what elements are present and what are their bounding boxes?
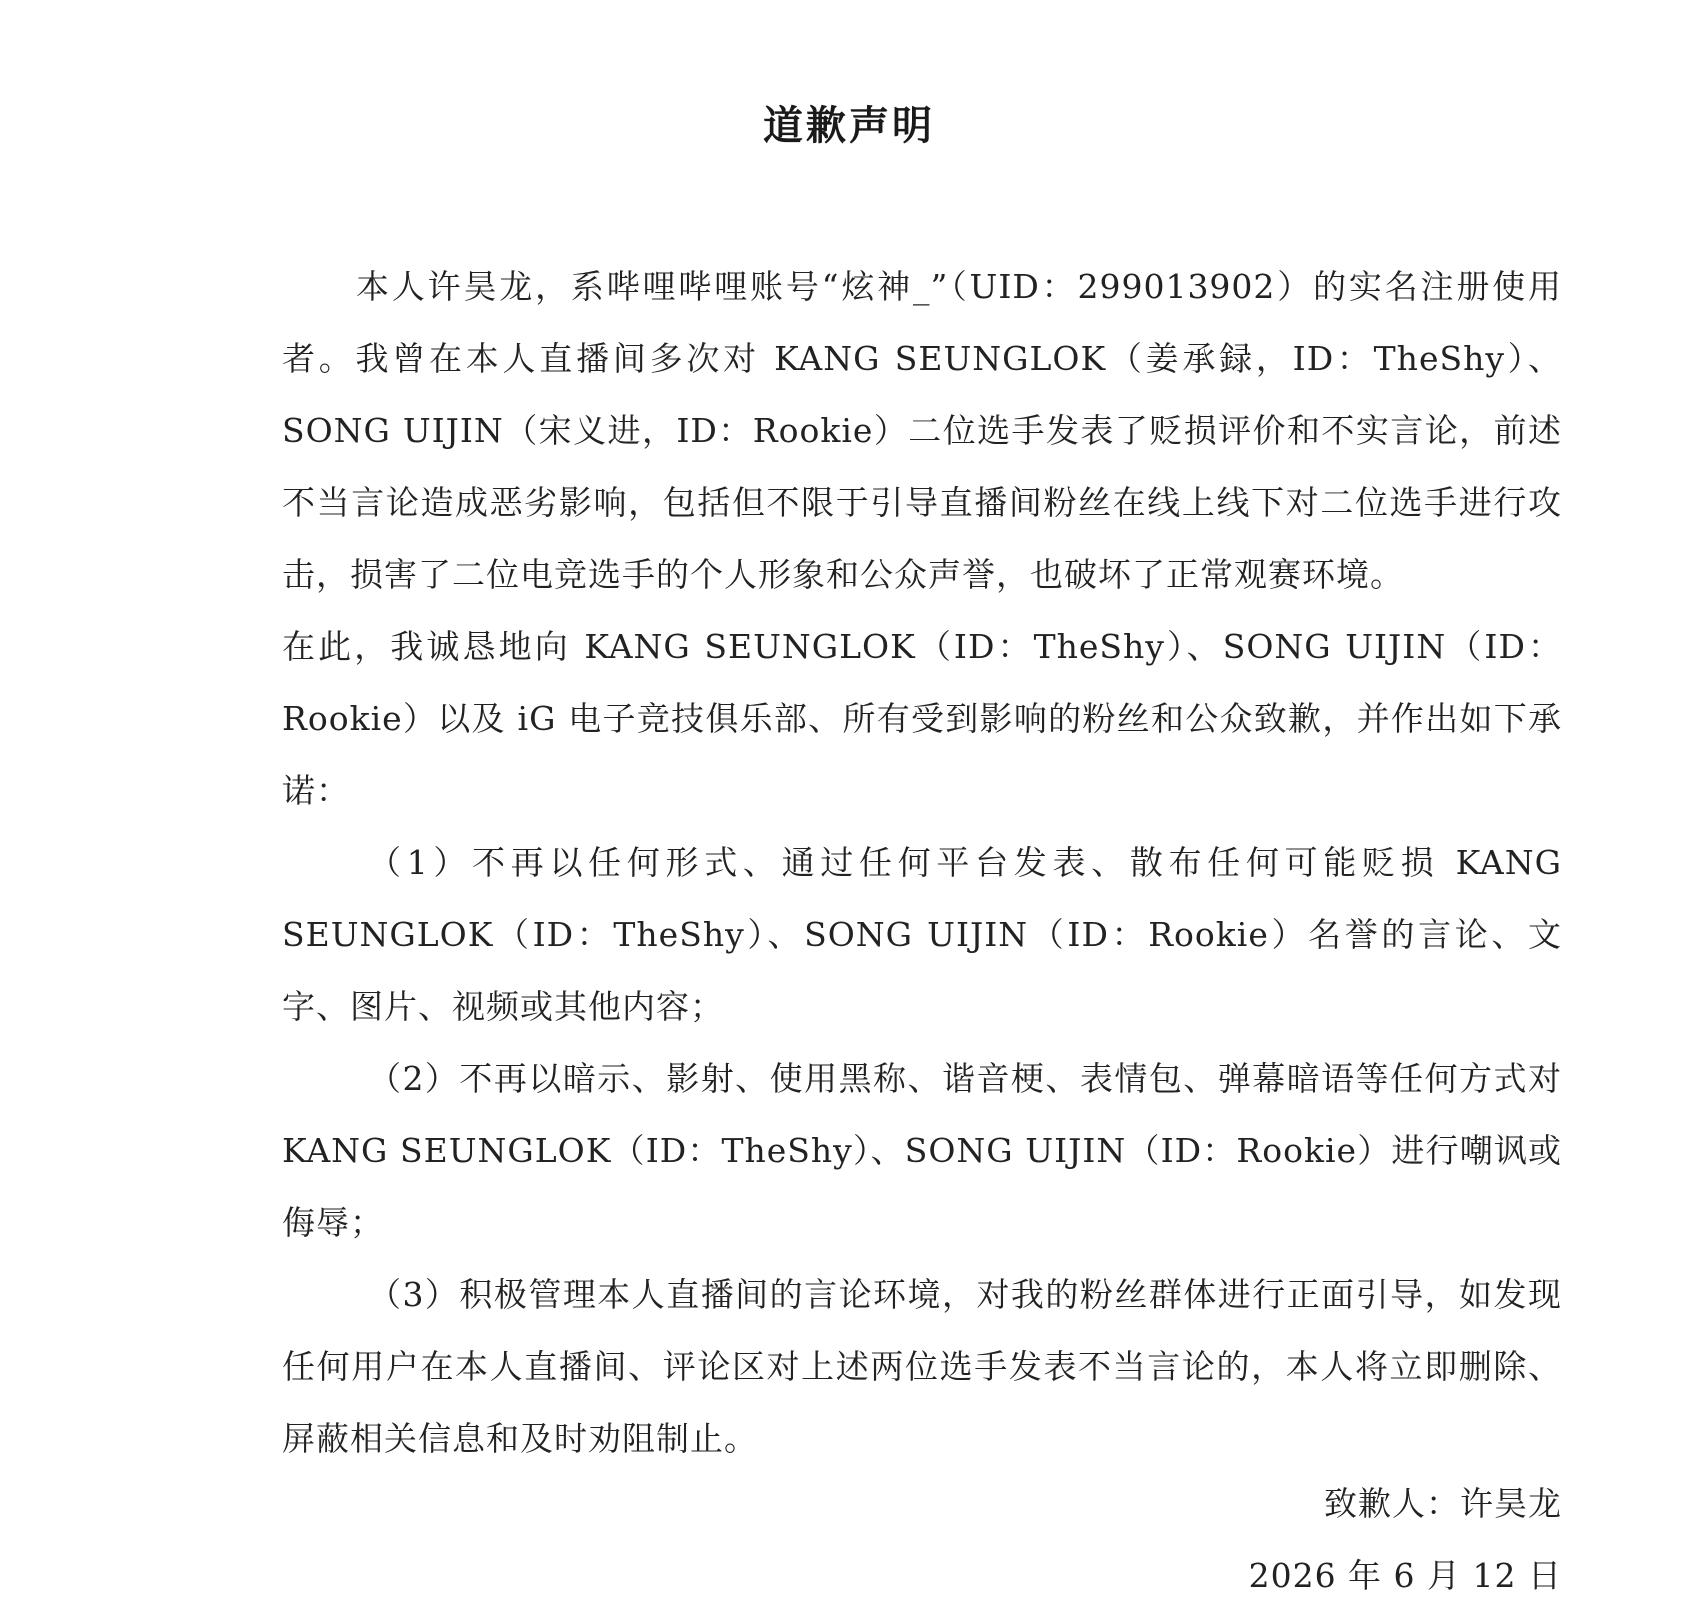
paragraph-commitment-3: （3）积极管理本人直播间的言论环境，对我的粉丝群体进行正面引导，如发现任何用户在本人直播间、评论区对上述两位选手发表不当言论的，本人将立即删除、屏蔽相关信息和及时劝阻制止。 [282,1275,1562,1458]
paragraph-commitment-1: （1）不再以任何形式、通过任何平台发表、散布任何可能贬损 KANG SEUNGLOK（ID：TheShy）、SONG UIJIN（ID：Rookie）名誉的言论、文字、图片、视频或其他内容； [282,843,1562,1026]
document-title: 道歉声明 [763,102,935,149]
paragraph-apology: 在此，我诚恳地向 KANG SEUNGLOK（ID：TheShy）、SONG UIJIN（ID：Rookie）以及 iG 电子竞技俱乐部、所有受到影响的粉丝和公众致歉，并作出如下承诺： [282,627,1562,810]
document-body [282,251,1562,1475]
paragraph-commitment-2: （2）不再以暗示、影射、使用黑称、谐音梗、表情包、弹幕暗语等任何方式对 KANG SEUNGLOK（ID：TheShy）、SONG UIJIN（ID：Rookie）进行嘲讽或侮辱； [282,1059,1562,1242]
paragraph-intro: 本人许昊龙，系哔哩哔哩账号“炫神_”（UID：299013902）的实名注册使用者。我曾在本人直播间多次对 KANG SEUNGLOK（姜承録，ID：TheShy）、SONG UIJIN（宋义进，ID：Rookie）二位选手发表了贬损评价和不实言论，前述不当言论造成恶劣影响，包括但不限于引导直播间粉丝在线上线下对二位选手进行攻击，损害了二位电竞选手的个人形象和公众声誉，也破坏了正常观赛环境。 [282,267,1562,594]
signature-block [1249,1468,1562,1612]
signature-date: 2026 年 6 月 12 日 [1248,1556,1562,1595]
signature-name: 致歉人：许昊龙 [1324,1484,1562,1523]
